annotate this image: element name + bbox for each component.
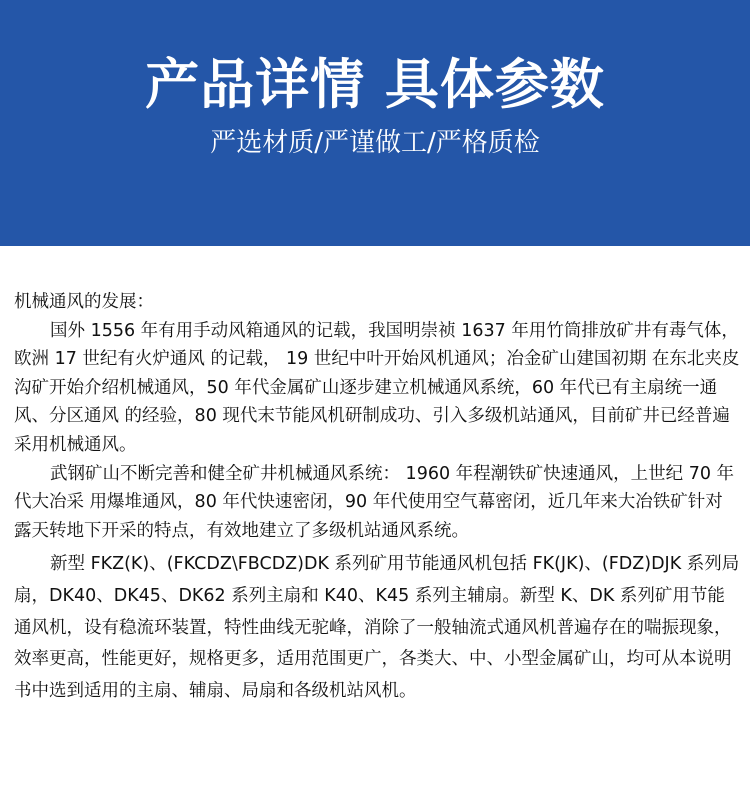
history-paragraph: 国外 1556 年有用手动风箱通风的记载，我国明崇祯 1637 年用竹筒排放矿井有毒气体，欧洲 17 世纪有火炉通风 的记载， 19 世纪中叶开始风机通风；冶金矿山建国初期 在东北夹皮沟矿开始介绍机械通风，50 年代金属矿山逐步建立机械通风系统，60 年代已有主扇统一通风、分区通风 的经验，80 现代末节能风机研制成功、引入多级机站通风，目前矿井已经普遍采用机械通风。 (14, 320, 740, 455)
header-banner (0, 0, 750, 246)
wisco-paragraph: 武钢矿山不断完善和健全矿井机械通风系统： 1960 年程潮铁矿快速通风，上世纪 70 年代大冶采 用爆堆通风，80 年代快速密闭，90 年代使用空气幕密闭，近几年来大冶铁矿针对露天转地下开采的特点，有效地建立了多级机站通风系统。 (14, 463, 735, 541)
product-series-paragraph: 新型 FKZ(K)、(FKCDZ\FBCDZ)DK 系列矿用节能通风机包括 FK(JK)、(FDZ)DJK 系列局扇，DK40、DK45、DK62 系列主扇和 K40、K45 系列主辅扇。新型 K、DK 系列矿用节能通风机，设有稳流环装置，特性曲线无驼峰，消除了一般轴流式通风机普遍存在的喘振现象，效率更高，性能更好，规格更多，适用范围更广，各类大、中、小型金属矿山，均可从本说明书中选到适用的主扇、辅扇、局扇和各级机站风机。 (14, 554, 740, 702)
banner-title: 产品详情 具体参数 (145, 53, 605, 116)
article-content (14, 288, 740, 708)
banner-subtitle: 严选材质/严谨做工/严格质检 (210, 128, 540, 158)
article-heading: 机械通风的发展： (14, 292, 154, 312)
